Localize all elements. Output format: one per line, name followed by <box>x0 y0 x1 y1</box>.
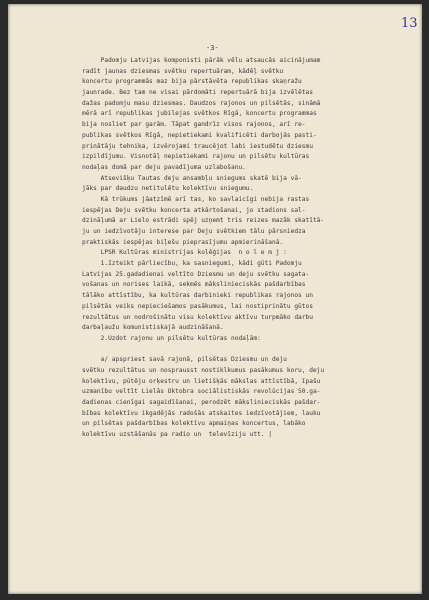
text-line: LPSR Kultūras ministrijas kolēģijas n o l e m j : <box>82 249 287 257</box>
text-line: pilsētās veiks nepieciešamos pasākumus, lai nostiprinātu gūtos <box>82 302 313 310</box>
text-line: mērā arī republikas jubilejas svētkos Rīgā, koncertu programmas <box>82 110 317 118</box>
text-line: koncertu programmās maz bija pārstāvēta republikas skaņražu <box>82 78 302 86</box>
text-line: dažas padomju masu dziesmas. Daudzos rajonos un pilsētās, sināmā <box>82 99 321 107</box>
text-line: dadienas cienīgai sagaidīšanai, perodzēt mākslinieciskās pašdar- <box>82 399 321 406</box>
text-line: Latvijas 25.gadadienai veltīto Dziesmu un deju svētku sagata- <box>82 270 310 278</box>
text-line: praktiskās iespējas biļešu pieprasījumu apmierināšanā. <box>82 238 284 246</box>
text-line: publikas svētkos Rīgā, nepietiekami kvalificēti darbojās pasti- <box>82 131 317 139</box>
text-line: nodaļas domā par deju pavadījuma uzlabošanu. <box>82 163 246 171</box>
text-line: jaunrade. Bez tam ne visai pārdomāti repertuārā bija izvēlētas <box>82 89 313 97</box>
text-line: bija nosliet par garām. Tāpat gandrīz visos rajonos, arī re- <box>82 121 306 129</box>
text-line: a/ apspriest savā rajonā, pilsētas Dziesmu un deju <box>82 356 287 364</box>
document-page <box>8 4 422 594</box>
text-line: vošanas un norises laikā, sekmēs mākslinieciskās pašdarbības <box>82 281 306 289</box>
text-line: Padomju Latvijas komponisti pārāk vēlu atsaucās aicinājumam <box>82 57 321 64</box>
text-line <box>82 345 412 356</box>
text-line: prinātāju tehnika, izvērojami traucējot labi iestudētu dziesmu <box>82 142 313 150</box>
text-line: jāks par daudzu netitulētu kolektīvu sniegumu. <box>82 185 254 193</box>
text-line: Atsevišķu Tautas deju ansambļu sniegums skatē bija vā- <box>82 174 302 182</box>
text-line: Kā trūkums jāatzīmē arī tas, ko savlaicīgi nebija rastas <box>82 195 310 203</box>
document-body <box>82 56 412 441</box>
text-line: iespējas Deju svētku koncerta atkārtošanai, jo stadions sal- <box>82 206 306 214</box>
text-line: darbaļaužu komunistiskajā audzināšanā. <box>82 324 224 332</box>
text-line: kolektīvu, pūtēju orķestru un lietišķās mākslas attīstībā, īpašu <box>82 377 321 385</box>
text-line: dzināļumā ar Lielo estrādi spēj uzņemt tris reizes mazāk skatītā- <box>82 217 325 225</box>
text-line: 2.Uzdot rajonu un pilsētu kultūras nodaļām: <box>82 334 261 342</box>
text-line: un pilsētas pašdarbības kolektīvu apmaiņas koncertus, labāko <box>82 420 306 428</box>
text-line: ju un iedzīvotāju interese par Deju svētkiem tālu pārsniedza <box>82 228 306 235</box>
text-line: rezultātus un nodrošinātu visu kolektīvu aktīvu turpmāko darbu <box>82 313 313 321</box>
text-line: bības kolektīvu ikgadējās radošās atskaites iedzīvotājiem, lauku <box>82 409 321 417</box>
text-line: radīt jaunas dziesmas svētku repertuāram, kādēļ svētku <box>82 67 284 75</box>
text-line: izpildījumu. Visnotāļ nepietiekami rajonu un pilsētu kultūras <box>82 153 310 161</box>
text-line: svētku rezultātus un nosprausst nostiklkumus pasākumus koru, deju <box>82 366 325 374</box>
archive-page-stamp: 13 <box>401 16 418 31</box>
text-line: 1.Izteikt pārliecību, ka sasniegumi, kādi gūti Padomju <box>82 260 302 268</box>
text-line: kolektīvu uzstāšanās pa radio un televīziju utt. | <box>82 431 272 439</box>
page-number: -3- <box>206 44 219 52</box>
text-line: uzmanību veltīt Lielās Oktobra sociālistiskās revolūcijas 50.ga- <box>82 388 321 396</box>
text-line: tālāko attīstību, ka kultūras darbinieki republikas rajonos un <box>82 292 313 300</box>
